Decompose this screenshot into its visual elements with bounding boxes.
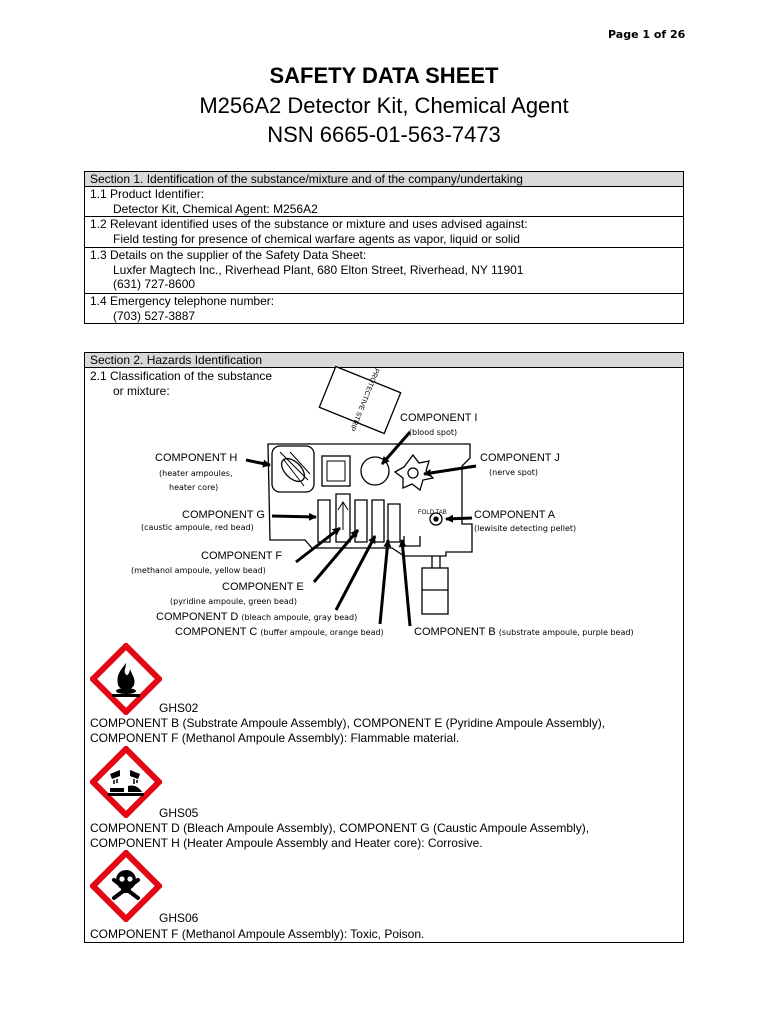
row-value: (703) 527-3887 <box>113 308 196 323</box>
component-i-note: (blood spot) <box>408 428 458 437</box>
ghs02-line-1: COMPONENT B (Substrate Ampoule Assembly), COMPONENT E (Pyridine Ampoule Assembly), <box>90 716 606 730</box>
title-product: M256A2 Detector Kit, Chemical Agent <box>199 93 569 118</box>
component-d-name: COMPONENT D <box>156 611 239 623</box>
arrow-component-h <box>246 460 270 465</box>
corrosion-icon <box>90 746 162 818</box>
row-value: (631) 727-8600 <box>113 277 196 291</box>
component-b-note: (substrate ampoule, purple bead) <box>498 628 634 637</box>
section1-header: Section 1. Identification of the substance/mixture and of the company/undertaking <box>85 172 683 187</box>
arrow-component-a <box>446 518 472 519</box>
classification-heading-cont: or mixture: <box>113 384 170 398</box>
fold-tab-text: FOLD TAB <box>418 510 447 516</box>
section2-header: Section 2. Hazards Identification <box>85 353 683 368</box>
ghs05-line-1: COMPONENT D (Bleach Ampoule Assembly), COMPONENT G (Caustic Ampoule Assembly), <box>90 821 590 835</box>
protective-strip <box>316 354 406 443</box>
row-value: Detector Kit, Chemical Agent: M256A2 <box>113 201 318 216</box>
row-heading: 1.2 Relevant identified uses of the substance or mixture and uses advised against: <box>90 217 528 231</box>
component-b-name: COMPONENT B <box>414 626 496 638</box>
component-h-label: COMPONENT H <box>155 452 238 464</box>
component-h-note-2: heater core) <box>169 483 219 492</box>
component-e-note: (pyridine ampoule, green bead) <box>170 597 297 606</box>
arrow-component-c <box>380 540 388 624</box>
row-heading: 1.1 Product Identifier: <box>90 187 205 201</box>
component-c-name: COMPONENT C <box>175 626 258 638</box>
hanging-tab <box>422 568 448 614</box>
row-heading: 1.4 Emergency telephone number: <box>90 294 275 308</box>
ghs02-code: GHS02 <box>159 701 199 715</box>
title-nsn: NSN 6665-01-563-7473 <box>267 122 501 147</box>
component-f-note: (methanol ampoule, yellow bead) <box>131 566 266 575</box>
component-h-note: (heater ampoules, <box>159 469 233 478</box>
arrow-component-g <box>272 516 316 517</box>
ghs06-code: GHS06 <box>159 911 199 925</box>
page-number: Page 1 of 26 <box>608 28 686 41</box>
flame-icon <box>90 643 162 715</box>
row-heading: 1.3 Details on the supplier of the Safety Data Sheet: <box>90 248 367 262</box>
component-b-label <box>414 625 634 639</box>
component-d-label <box>156 610 357 624</box>
component-c-note: (buffer ampoule, orange bead) <box>260 628 384 637</box>
component-i-label: COMPONENT I <box>400 412 478 424</box>
component-g-label: COMPONENT G <box>182 509 265 521</box>
component-e-label: COMPONENT E <box>222 581 304 593</box>
strip-text: PROTECTIVE STRIP <box>348 366 380 432</box>
ghs02-line-2: COMPONENT F (Methanol Ampoule Assembly): Flammable material. <box>90 731 460 745</box>
skull-crossbones-icon <box>90 850 162 922</box>
row-value: Luxfer Magtech Inc., Riverhead Plant, 680 Elton Street, Riverhead, NY 11901 <box>113 262 524 277</box>
component-d-note: (bleach ampoule, gray bead) <box>241 613 358 622</box>
title-main: SAFETY DATA SHEET <box>269 63 499 88</box>
ghs06-line-1: COMPONENT F (Methanol Ampoule Assembly): Toxic, Poison. <box>90 927 425 941</box>
component-a-note: (lewisite detecting pellet) <box>474 524 577 533</box>
component-f-label: COMPONENT F <box>201 550 283 562</box>
ghs05-line-2: COMPONENT H (Heater Ampoule Assembly and Heater core): Corrosive. <box>90 836 483 850</box>
component-j-note: (nerve spot) <box>489 468 538 477</box>
component-j-label: COMPONENT J <box>480 452 560 464</box>
ghs05-code: GHS05 <box>159 806 199 820</box>
component-g-note: (caustic ampoule, red bead) <box>141 523 254 532</box>
component-c-label <box>175 625 384 639</box>
component-a-label: COMPONENT A <box>474 509 556 521</box>
classification-heading: 2.1 Classification of the substance <box>90 369 273 383</box>
row-value: Field testing for presence of chemical warfare agents as vapor, liquid or solid <box>113 231 520 246</box>
